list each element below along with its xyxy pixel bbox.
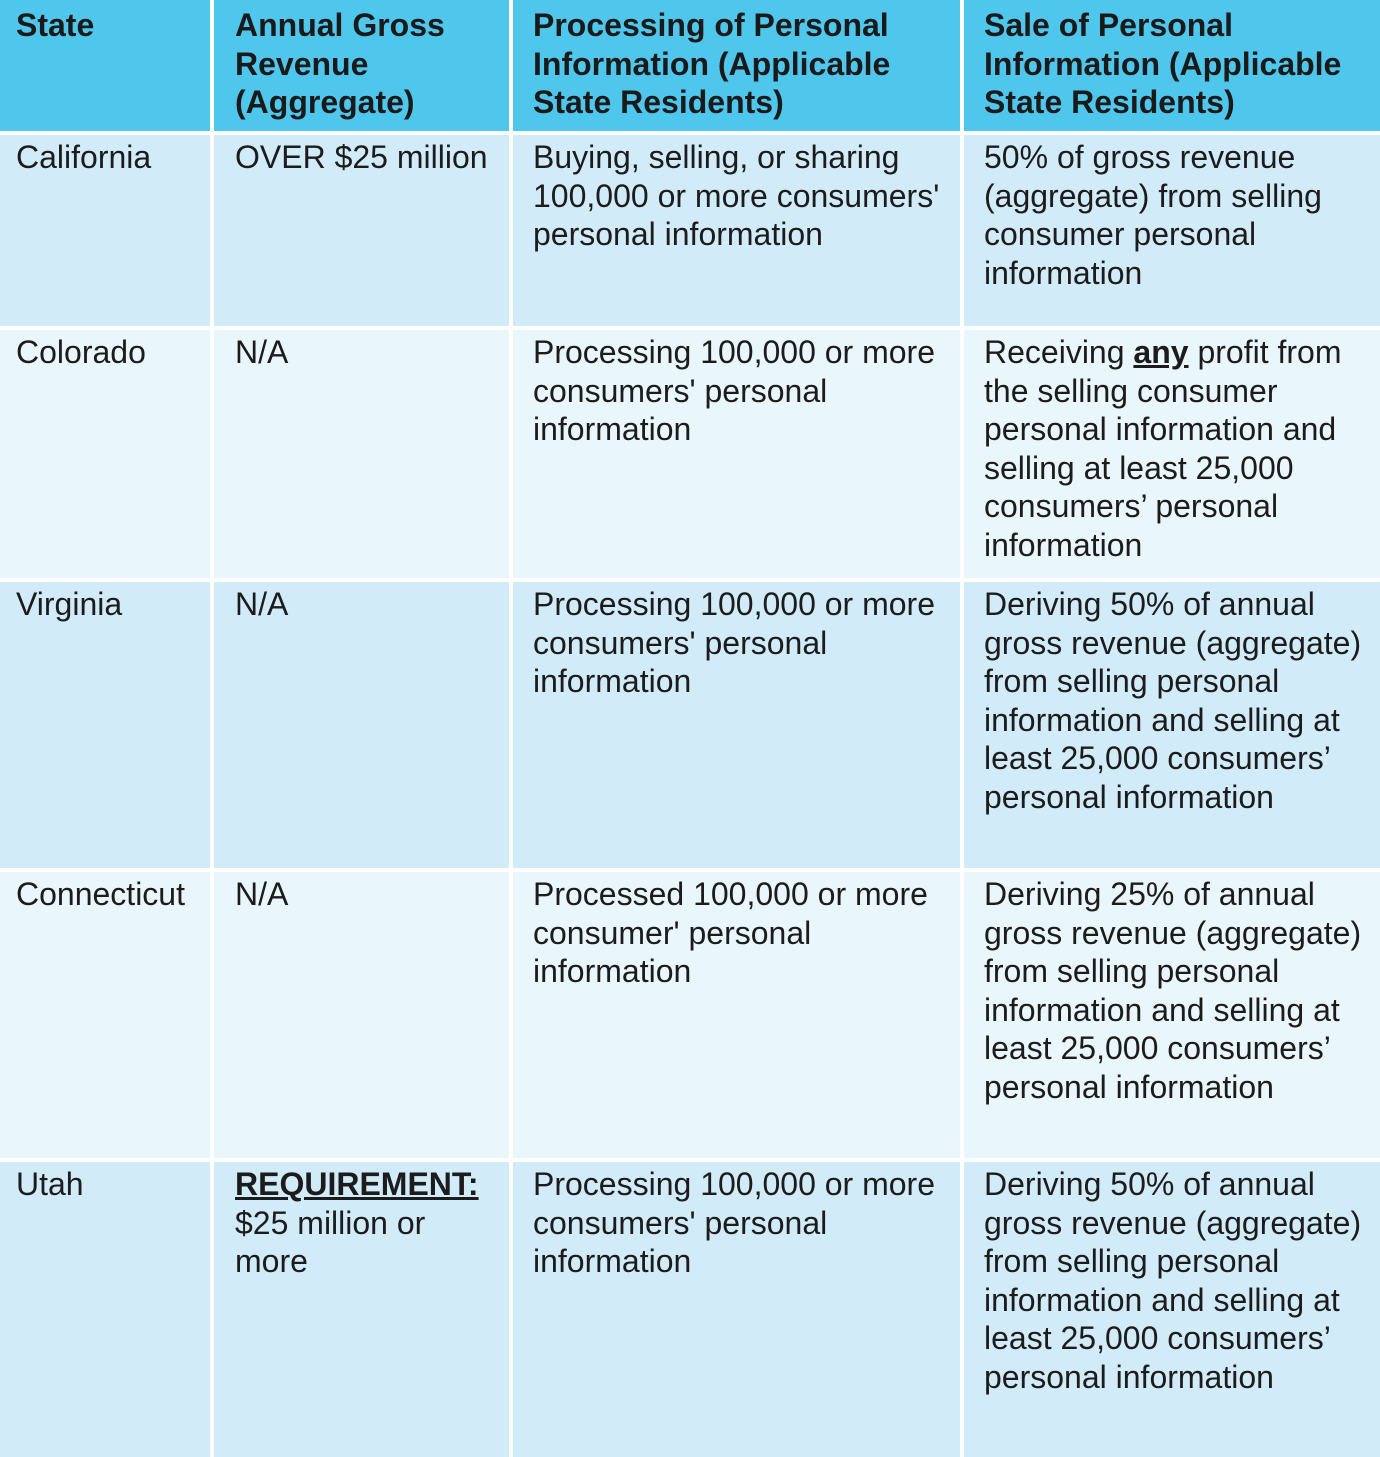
header-processing-personal-information: Processing of Personal Information (Applicable State Residents) [513,0,960,131]
row-utah-state: Utah [0,1162,210,1457]
requirement-label: REQUIREMENT: [235,1166,479,1202]
requirement-value: $25 million or more [235,1204,426,1279]
row-california-sale: 50% of gross revenue (aggregate) from selling consumer personal information [964,135,1380,326]
row-virginia-revenue: N/A [214,582,509,868]
row-virginia-sale: Deriving 50% of annual gross revenue (aggregate) from selling personal information and selling at least 25,000 consumers’ personal information [964,582,1380,868]
row-virginia-processing: Processing 100,000 or more consumers' personal information [513,582,960,868]
row-utah-processing: Processing 100,000 or more consumers' personal information [513,1162,960,1457]
row-colorado-sale [964,330,1380,578]
row-california-state: California [0,135,210,326]
row-colorado-state: Colorado [0,330,210,578]
row-utah-sale: Deriving 50% of annual gross revenue (aggregate) from selling personal information and selling at least 25,000 consumers’ personal information [964,1162,1380,1457]
row-colorado-revenue: N/A [214,330,509,578]
header-annual-gross-revenue: Annual Gross Revenue (Aggregate) [214,0,509,131]
row-colorado-processing: Processing 100,000 or more consumers' personal information [513,330,960,578]
row-california-revenue: OVER $25 million [214,135,509,326]
row-virginia-state: Virginia [0,582,210,868]
header-sale-personal-information: Sale of Personal Information (Applicable State Residents) [964,0,1380,131]
row-california-processing: Buying, selling, or sharing 100,000 or more consumers' personal information [513,135,960,326]
header-state: State [0,0,210,131]
sale-emphasis-text: any [1133,334,1189,370]
row-connecticut-revenue: N/A [214,872,509,1158]
row-connecticut-sale: Deriving 25% of annual gross revenue (aggregate) from selling personal information and selling at least 25,000 consumers’ personal information [964,872,1380,1158]
sale-prefix-text: Receiving [984,334,1134,370]
row-connecticut-processing: Processed 100,000 or more consumer' personal information [513,872,960,1158]
sale-suffix-text: profit from the selling consumer personal information and selling at least 25,000 consumers’ personal information [984,334,1342,563]
row-utah-revenue [214,1162,509,1457]
row-connecticut-state: Connecticut [0,872,210,1158]
